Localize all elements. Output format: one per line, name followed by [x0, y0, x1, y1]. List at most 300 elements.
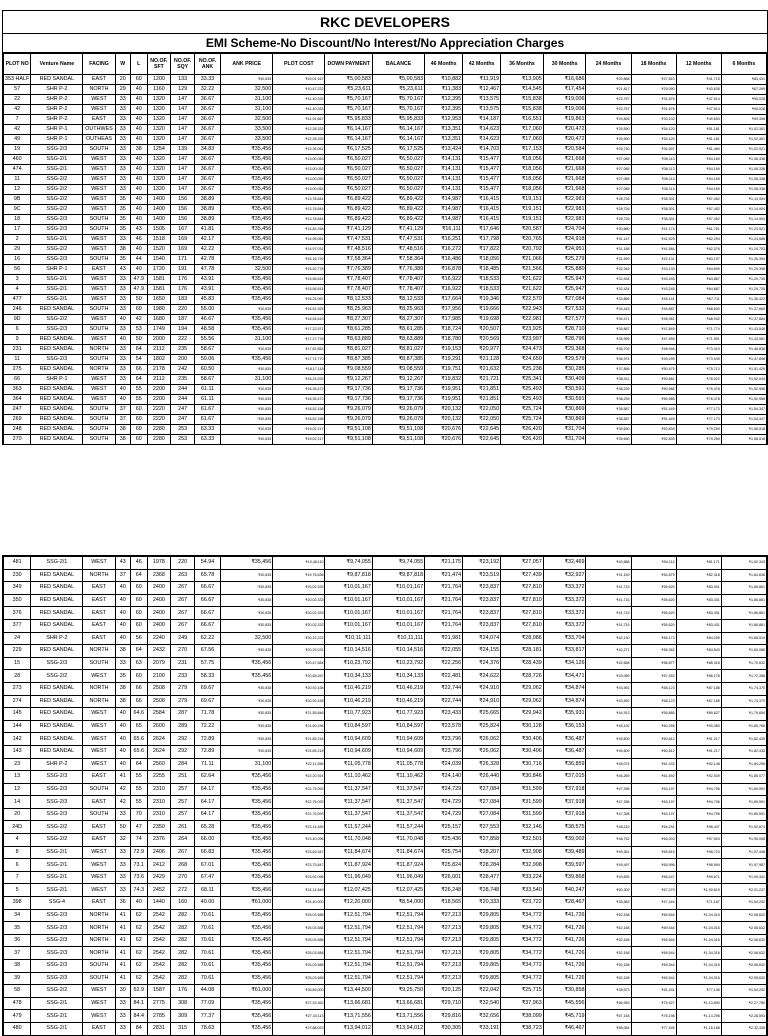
- cell-m46: ₹14,131: [425, 185, 463, 195]
- cell-m36: ₹20,587: [501, 225, 544, 235]
- cell-m36: ₹29,062: [501, 695, 544, 708]
- cell-m36: ₹28,439: [501, 657, 544, 670]
- cell-length: 60: [130, 405, 147, 415]
- cell-m18: ₹69,544: [631, 909, 676, 922]
- header-facing: FACING: [83, 54, 115, 75]
- table-row: [4, 305, 767, 315]
- cell-m46: ₹19,832: [425, 375, 463, 385]
- cell-m42: ₹23,192: [463, 557, 501, 570]
- cell-plot-cost: ₹17,74,770: [273, 355, 325, 365]
- cell-sft: 1518: [147, 235, 171, 245]
- header-row: [4, 54, 767, 75]
- cell-down-payment: ₹8,81,027: [325, 345, 372, 355]
- cell-m6: ₹1,08,338: [721, 155, 766, 165]
- cell-plot-no: 273: [4, 682, 31, 695]
- cell-m6: ₹1,66,861: [721, 594, 766, 607]
- cell-venture-name: SSG-2/2: [31, 670, 83, 683]
- cell-m30: ₹19,006: [543, 95, 586, 105]
- cell-m46: ₹21,764: [425, 607, 463, 620]
- cell-length: 40: [130, 125, 147, 135]
- cell-ank-price: 31,100: [221, 375, 273, 385]
- cell-m18: ₹76,198: [631, 1010, 676, 1023]
- cell-down-payment: ₹6,89,422: [325, 205, 372, 215]
- cell-sft: 1587: [147, 985, 171, 998]
- cell-m30: ₹27,532: [543, 305, 586, 315]
- cell-sqy: 282: [171, 960, 195, 973]
- cell-m24: ₹58,084: [586, 1022, 631, 1035]
- cell-plot-no: 7: [4, 115, 31, 125]
- cell-down-payment: ₹10,34,133: [325, 670, 372, 683]
- table-row: [4, 385, 767, 395]
- cell-m6: ₹1,84,296: [721, 758, 766, 771]
- cell-down-payment: ₹9,12,267: [325, 375, 372, 385]
- cell-width: 33: [115, 155, 130, 165]
- cell-m30: ₹30,285: [543, 365, 586, 375]
- cell-m30: ₹29,368: [543, 345, 586, 355]
- cell-length: 60: [130, 415, 147, 425]
- cell-m46: ₹11,383: [425, 85, 463, 95]
- cell-m24: ₹21,817: [586, 85, 631, 95]
- cell-down-payment: ₹5,70,167: [325, 105, 372, 115]
- cell-m24: ₹28,726: [586, 195, 631, 205]
- cell-m18: ₹47,444: [631, 897, 676, 910]
- cell-sqy: 147: [171, 135, 195, 145]
- cell-plot-no: 57: [4, 85, 31, 95]
- cell-m6: ₹95,028: [721, 105, 766, 115]
- cell-m12: ₹1,16,168: [676, 1022, 721, 1035]
- cell-venture-name: SSG-2/3: [31, 909, 83, 922]
- cell-m6: ₹1,97,987: [721, 859, 766, 872]
- cell-ank-price: ₹35,456: [221, 255, 273, 265]
- cell-m46: ₹18,780: [425, 335, 463, 345]
- cell-plot-no: 66: [4, 375, 31, 385]
- cell-plot-no: 349: [4, 582, 31, 595]
- cell-venture-name: SHR P-2: [31, 95, 83, 105]
- cell-ank: 47.78: [194, 265, 220, 275]
- cell-width: 40: [115, 708, 130, 721]
- cell-plot-no: 22: [4, 95, 31, 105]
- cell-width: 42: [115, 796, 130, 809]
- cell-balance: ₹10,84,597: [372, 720, 424, 733]
- table-row: [4, 720, 767, 733]
- cell-ank-price: ₹30,835: [221, 708, 273, 721]
- cell-balance: ₹9,26,079: [372, 415, 424, 425]
- cell-width: 38: [115, 695, 130, 708]
- cell-m6: ₹2,08,632: [721, 909, 766, 922]
- cell-m30: ₹19,861: [543, 115, 586, 125]
- cell-plot-no: 7: [4, 871, 31, 884]
- cell-ank: 77.37: [194, 1010, 220, 1023]
- cell-length: 44: [130, 255, 147, 265]
- cell-sft: 2310: [147, 808, 171, 821]
- cell-m24: ₹52,158: [586, 960, 631, 973]
- cell-m30: ₹29,579: [543, 355, 586, 365]
- cell-facing: SOUTH: [83, 657, 115, 670]
- cell-ank: 69.67: [194, 695, 220, 708]
- cell-facing: WEST: [83, 285, 115, 295]
- cell-m46: ₹14,131: [425, 165, 463, 175]
- cell-m42: ₹28,284: [463, 859, 501, 872]
- cell-m12: ₹47,514: [676, 95, 721, 105]
- cell-balance: ₹6,14,167: [372, 135, 424, 145]
- cell-m6: ₹1,52,044: [721, 375, 766, 385]
- cell-width: 33: [115, 145, 130, 155]
- cell-length: 60: [130, 607, 147, 620]
- cell-m24: ₹52,158: [586, 947, 631, 960]
- cell-m24: ₹27,085: [586, 175, 631, 185]
- cell-sft: 2584: [147, 708, 171, 721]
- cell-m18: ₹67,079: [631, 884, 676, 897]
- cell-m30: ₹45,719: [543, 1010, 586, 1023]
- cell-balance: ₹11,37,547: [372, 808, 424, 821]
- cell-balance: ₹12,51,794: [372, 922, 424, 935]
- cell-balance: ₹13,94,012: [372, 1022, 424, 1035]
- cell-ank: 71.11: [194, 758, 220, 771]
- table-row: [4, 155, 767, 165]
- cell-length: 65: [130, 720, 147, 733]
- cell-m42: ₹21,851: [463, 395, 501, 405]
- cell-m6: ₹83,431: [721, 75, 766, 85]
- cell-ank: 62.64: [194, 771, 220, 784]
- cell-m46: ₹22,055: [425, 645, 463, 658]
- cell-m46: ₹16,272: [425, 245, 463, 255]
- cell-sqy: 235: [171, 345, 195, 355]
- cell-m36: ₹34,772: [501, 972, 544, 985]
- cell-plot-cost: ₹25,03,588: [273, 909, 325, 922]
- cell-length: 40: [130, 85, 147, 95]
- cell-sqy: 147: [171, 95, 195, 105]
- table-row: [4, 997, 767, 1010]
- cell-venture-name: SHR P-1: [31, 265, 83, 275]
- cell-facing: WEST: [83, 884, 115, 897]
- cell-sqy: 284: [171, 758, 195, 771]
- cell-m42: ₹16,415: [463, 215, 501, 225]
- cell-balance: ₹11,96,049: [372, 871, 424, 884]
- cell-ank-price: ₹35,456: [221, 1022, 273, 1035]
- cell-facing: EAST: [83, 582, 115, 595]
- table-row: [4, 135, 767, 145]
- cell-down-payment: ₹10,77,923: [325, 708, 372, 721]
- cell-m42: ₹22,042: [463, 985, 501, 998]
- cell-ank: 68.11: [194, 884, 220, 897]
- cell-m12: ₹54,169: [676, 165, 721, 175]
- header-m30: 30 Months: [543, 54, 586, 75]
- cell-down-payment: ₹9,26,079: [325, 415, 372, 425]
- cell-width: 20: [115, 75, 130, 85]
- header-plot-cost: PLOT COST: [273, 54, 325, 75]
- cell-width: 33: [115, 165, 130, 175]
- cell-down-payment: ₹6,89,422: [325, 215, 372, 225]
- cell-m30: ₹34,874: [543, 682, 586, 695]
- cell-sft: 1400: [147, 215, 171, 225]
- cell-sqy: 287: [171, 708, 195, 721]
- cell-ank-price: ₹35,456: [221, 796, 273, 809]
- cell-facing: EAST: [83, 796, 115, 809]
- cell-venture-name: RED SANDAL: [31, 415, 83, 425]
- cell-m18: ₹69,544: [631, 947, 676, 960]
- cell-m30: ₹16,686: [543, 75, 586, 85]
- cell-plot-no: 274: [4, 695, 31, 708]
- cell-sft: 2542: [147, 922, 171, 935]
- cell-sft: 2376: [147, 834, 171, 847]
- cell-balance: ₹11,57,244: [372, 821, 424, 834]
- cell-m24: ₹42,130: [586, 632, 631, 645]
- cell-facing: SOUTH: [83, 808, 115, 821]
- cell-plot-cost: ₹21,55,846: [273, 708, 325, 721]
- cell-balance: ₹12,51,794: [372, 934, 424, 947]
- cell-m12: ₹51,181: [676, 125, 721, 135]
- cell-m12: ₹87,185: [676, 695, 721, 708]
- cell-m12: ₹41,715: [676, 75, 721, 85]
- cell-m18: ₹38,301: [631, 205, 676, 215]
- cell-m30: ₹39,002: [543, 834, 586, 847]
- cell-m18: ₹55,620: [631, 607, 676, 620]
- cell-sft: 1320: [147, 175, 171, 185]
- cell-plot-no: 480: [4, 1022, 31, 1035]
- cell-ank: 40.00: [194, 897, 220, 910]
- cell-m36: ₹26,420: [501, 435, 544, 445]
- cell-width: 40: [115, 385, 130, 395]
- cell-balance: ₹8,12,533: [372, 295, 424, 305]
- cell-m46: ₹16,922: [425, 275, 463, 285]
- cell-length: 62: [130, 909, 147, 922]
- cell-m6: ₹1,14,904: [721, 195, 766, 205]
- cell-m6: ₹1,80,766: [721, 720, 766, 733]
- cell-m12: ₹63,197: [676, 255, 721, 265]
- cell-m42: ₹19,698: [463, 315, 501, 325]
- cell-m42: ₹20,977: [463, 345, 501, 355]
- cell-facing: NORTH: [83, 569, 115, 582]
- cell-m36: ₹14,545: [501, 85, 544, 95]
- cell-m46: ₹27,213: [425, 972, 463, 985]
- cell-m18: ₹51,431: [631, 985, 676, 998]
- cell-length: 40: [130, 155, 147, 165]
- cell-down-payment: ₹7,76,389: [325, 265, 372, 275]
- table-row: [4, 607, 767, 620]
- cell-down-payment: ₹10,94,609: [325, 733, 372, 746]
- cell-m36: ₹31,599: [501, 796, 544, 809]
- cell-length: 40: [130, 265, 147, 275]
- cell-m36: ₹34,772: [501, 947, 544, 960]
- cell-sqy: 139: [171, 145, 195, 155]
- table-row: [4, 783, 767, 796]
- cell-sqy: 147: [171, 125, 195, 135]
- cell-m46: ₹25,754: [425, 846, 463, 859]
- cell-balance: ₹6,50,027: [372, 165, 424, 175]
- cell-sqy: 147: [171, 115, 195, 125]
- cell-width: 33: [115, 871, 130, 884]
- cell-m18: ₹65,996: [631, 859, 676, 872]
- cell-m12: ₹1,04,316: [676, 947, 721, 960]
- cell-plot-no: 39: [4, 972, 31, 985]
- cell-down-payment: ₹13,44,500: [325, 985, 372, 998]
- cell-down-payment: ₹11,37,547: [325, 808, 372, 821]
- cell-m12: ₹92,148: [676, 758, 721, 771]
- cell-m36: ₹32,908: [501, 846, 544, 859]
- cell-sqy: 279: [171, 682, 195, 695]
- table-row: [4, 205, 767, 215]
- cell-sft: 1650: [147, 295, 171, 305]
- cell-facing: SOUTH: [83, 972, 115, 985]
- cell-ank: 43.91: [194, 285, 220, 295]
- cell-sqy: 268: [171, 859, 195, 872]
- cell-ank-price: ₹30,835: [221, 682, 273, 695]
- cell-m42: ₹24,910: [463, 682, 501, 695]
- cell-down-payment: ₹10,46,219: [325, 695, 372, 708]
- cell-m12: ₹96,437: [676, 821, 721, 834]
- cell-length: 60: [130, 75, 147, 85]
- cell-sqy: 233: [171, 670, 195, 683]
- cell-ank-price: ₹35,456: [221, 871, 273, 884]
- cell-m36: ₹13,905: [501, 75, 544, 85]
- cell-m30: ₹30,591: [543, 395, 586, 405]
- cell-m42: ₹13,575: [463, 105, 501, 115]
- cell-width: 33: [115, 884, 130, 897]
- cell-m30: ₹38,575: [543, 821, 586, 834]
- cell-ank-price: ₹30,835: [221, 365, 273, 375]
- cell-m12: ₹81,171: [676, 557, 721, 570]
- cell-plot-cost: ₹26,89,000: [273, 985, 325, 998]
- cell-venture-name: SSG-2/1: [31, 884, 83, 897]
- cell-sqy: 247: [171, 415, 195, 425]
- cell-ank: 50.06: [194, 355, 220, 365]
- cell-plot-cost: ₹18,52,158: [273, 405, 325, 415]
- table-row: [4, 909, 767, 922]
- cell-m18: ₹47,994: [631, 335, 676, 345]
- cell-width: 42: [115, 783, 130, 796]
- cell-m42: ₹32,656: [463, 1010, 501, 1023]
- cell-m42: ₹22,050: [463, 405, 501, 415]
- cell-ank-price: ₹30,835: [221, 582, 273, 595]
- cell-m30: ₹30,409: [543, 375, 586, 385]
- cell-plot-cost: ₹13,00,053: [273, 185, 325, 195]
- cell-plot-no: 474: [4, 165, 31, 175]
- cell-ank-price: ₹35,456: [221, 972, 273, 985]
- cell-sqy: 264: [171, 834, 195, 847]
- cell-m18: ₹61,692: [631, 771, 676, 784]
- cell-m30: ₹19,006: [543, 105, 586, 115]
- cell-sft: 2508: [147, 682, 171, 695]
- cell-plot-no: 58: [4, 985, 31, 998]
- cell-ank: 64.17: [194, 808, 220, 821]
- cell-m36: ₹18,056: [501, 165, 544, 175]
- cell-balance: ₹7,41,129: [372, 225, 424, 235]
- cell-m6: ₹1,70,632: [721, 657, 766, 670]
- cell-m12: ₹73,949: [676, 355, 721, 365]
- cell-m18: ₹56,362: [631, 645, 676, 658]
- cell-m18: ₹45,961: [631, 315, 676, 325]
- cell-m18: ₹38,301: [631, 215, 676, 225]
- cell-width: 35: [115, 215, 130, 225]
- cell-balance: ₹10,94,609: [372, 733, 424, 746]
- table-row: [4, 708, 767, 721]
- cell-ank-price: ₹30,835: [221, 645, 273, 658]
- cell-sqy: 270: [171, 645, 195, 658]
- cell-facing: SOUTH: [83, 435, 115, 445]
- cell-sft: 1320: [147, 135, 171, 145]
- cell-m24: ₹46,074: [586, 758, 631, 771]
- cell-width: 29: [115, 85, 130, 95]
- cell-facing: EAST: [83, 632, 115, 645]
- cell-m42: ₹15,477: [463, 155, 501, 165]
- cell-balance: ₹12,51,794: [372, 909, 424, 922]
- cell-ank-price: ₹30,835: [221, 733, 273, 746]
- cell-m18: ₹63,197: [631, 783, 676, 796]
- cell-ank: 34.83: [194, 145, 220, 155]
- cell-m46: ₹13,424: [425, 145, 463, 155]
- cell-m42: ₹22,645: [463, 425, 501, 435]
- cell-facing: NORTH: [83, 934, 115, 947]
- cell-sqy: 282: [171, 922, 195, 935]
- cell-facing: WEST: [83, 175, 115, 185]
- cell-m18: ₹54,114: [631, 557, 676, 570]
- cell-venture-name: SHR P-2: [31, 115, 83, 125]
- cell-down-payment: ₹11,87,924: [325, 859, 372, 872]
- cell-venture-name: SSG-2/2: [31, 245, 83, 255]
- cell-m6: ₹1,74,370: [721, 682, 766, 695]
- cell-sqy: 147: [171, 185, 195, 195]
- cell-m12: ₹77,146: [676, 985, 721, 998]
- cell-m30: ₹24,918: [543, 235, 586, 245]
- cell-balance: ₹10,94,609: [372, 745, 424, 758]
- cell-m42: ₹29,805: [463, 922, 501, 935]
- cell-plot-no: 5: [4, 884, 31, 897]
- cell-venture-name: SHR P-1: [31, 125, 83, 135]
- cell-m12: ₹94,796: [676, 783, 721, 796]
- cell-m46: ₹20,125: [425, 985, 463, 998]
- cell-m24: ₹49,835: [586, 871, 631, 884]
- cell-plot-no: 398: [4, 897, 31, 910]
- cell-m6: ₹2,08,632: [721, 922, 766, 935]
- cell-m42: ₹21,632: [463, 365, 501, 375]
- cell-m30: ₹30,869: [543, 415, 586, 425]
- cell-plot-no: 248: [4, 425, 31, 435]
- cell-down-payment: ₹13,71,556: [325, 1010, 372, 1023]
- cell-m12: ₹90,383: [676, 720, 721, 733]
- cell-m36: ₹38,099: [501, 1010, 544, 1023]
- table-row: [4, 557, 767, 570]
- cell-balance: ₹8,61,285: [372, 325, 424, 335]
- cell-m30: ₹24,704: [543, 225, 586, 235]
- cell-down-payment: ₹12,51,794: [325, 972, 372, 985]
- cell-sqy: 244: [171, 395, 195, 405]
- cell-m42: ₹26,062: [463, 733, 501, 746]
- cell-ank-price: ₹35,456: [221, 205, 273, 215]
- cell-ank-price: ₹61,000: [221, 985, 273, 998]
- cell-sqy: 267: [171, 582, 195, 595]
- cell-ank: 38.89: [194, 215, 220, 225]
- cell-m24: ₹41,715: [586, 607, 631, 620]
- cell-m24: ₹25,730: [586, 145, 631, 155]
- table-row: [4, 175, 767, 185]
- cell-ank: 57.75: [194, 657, 220, 670]
- cell-m6: ₹1,95,008: [721, 834, 766, 847]
- cell-m18: ₹58,123: [631, 695, 676, 708]
- cell-facing: WEST: [83, 846, 115, 859]
- cell-plot-no: 229: [4, 645, 31, 658]
- table-row: [4, 415, 767, 425]
- cell-m12: ₹91,217: [676, 745, 721, 758]
- cell-plot-cost: ₹13,00,053: [273, 165, 325, 175]
- cell-m36: ₹21,566: [501, 265, 544, 275]
- cell-m12: ₹71,774: [676, 325, 721, 335]
- cell-m42: ₹28,477: [463, 871, 501, 884]
- cell-plot-no: 11: [4, 175, 31, 185]
- cell-balance: ₹12,51,794: [372, 960, 424, 973]
- cell-m12: ₹98,723: [676, 846, 721, 859]
- cell-plot-cost: ₹20,02,333: [273, 582, 325, 595]
- cell-ank-price: 31,100: [221, 95, 273, 105]
